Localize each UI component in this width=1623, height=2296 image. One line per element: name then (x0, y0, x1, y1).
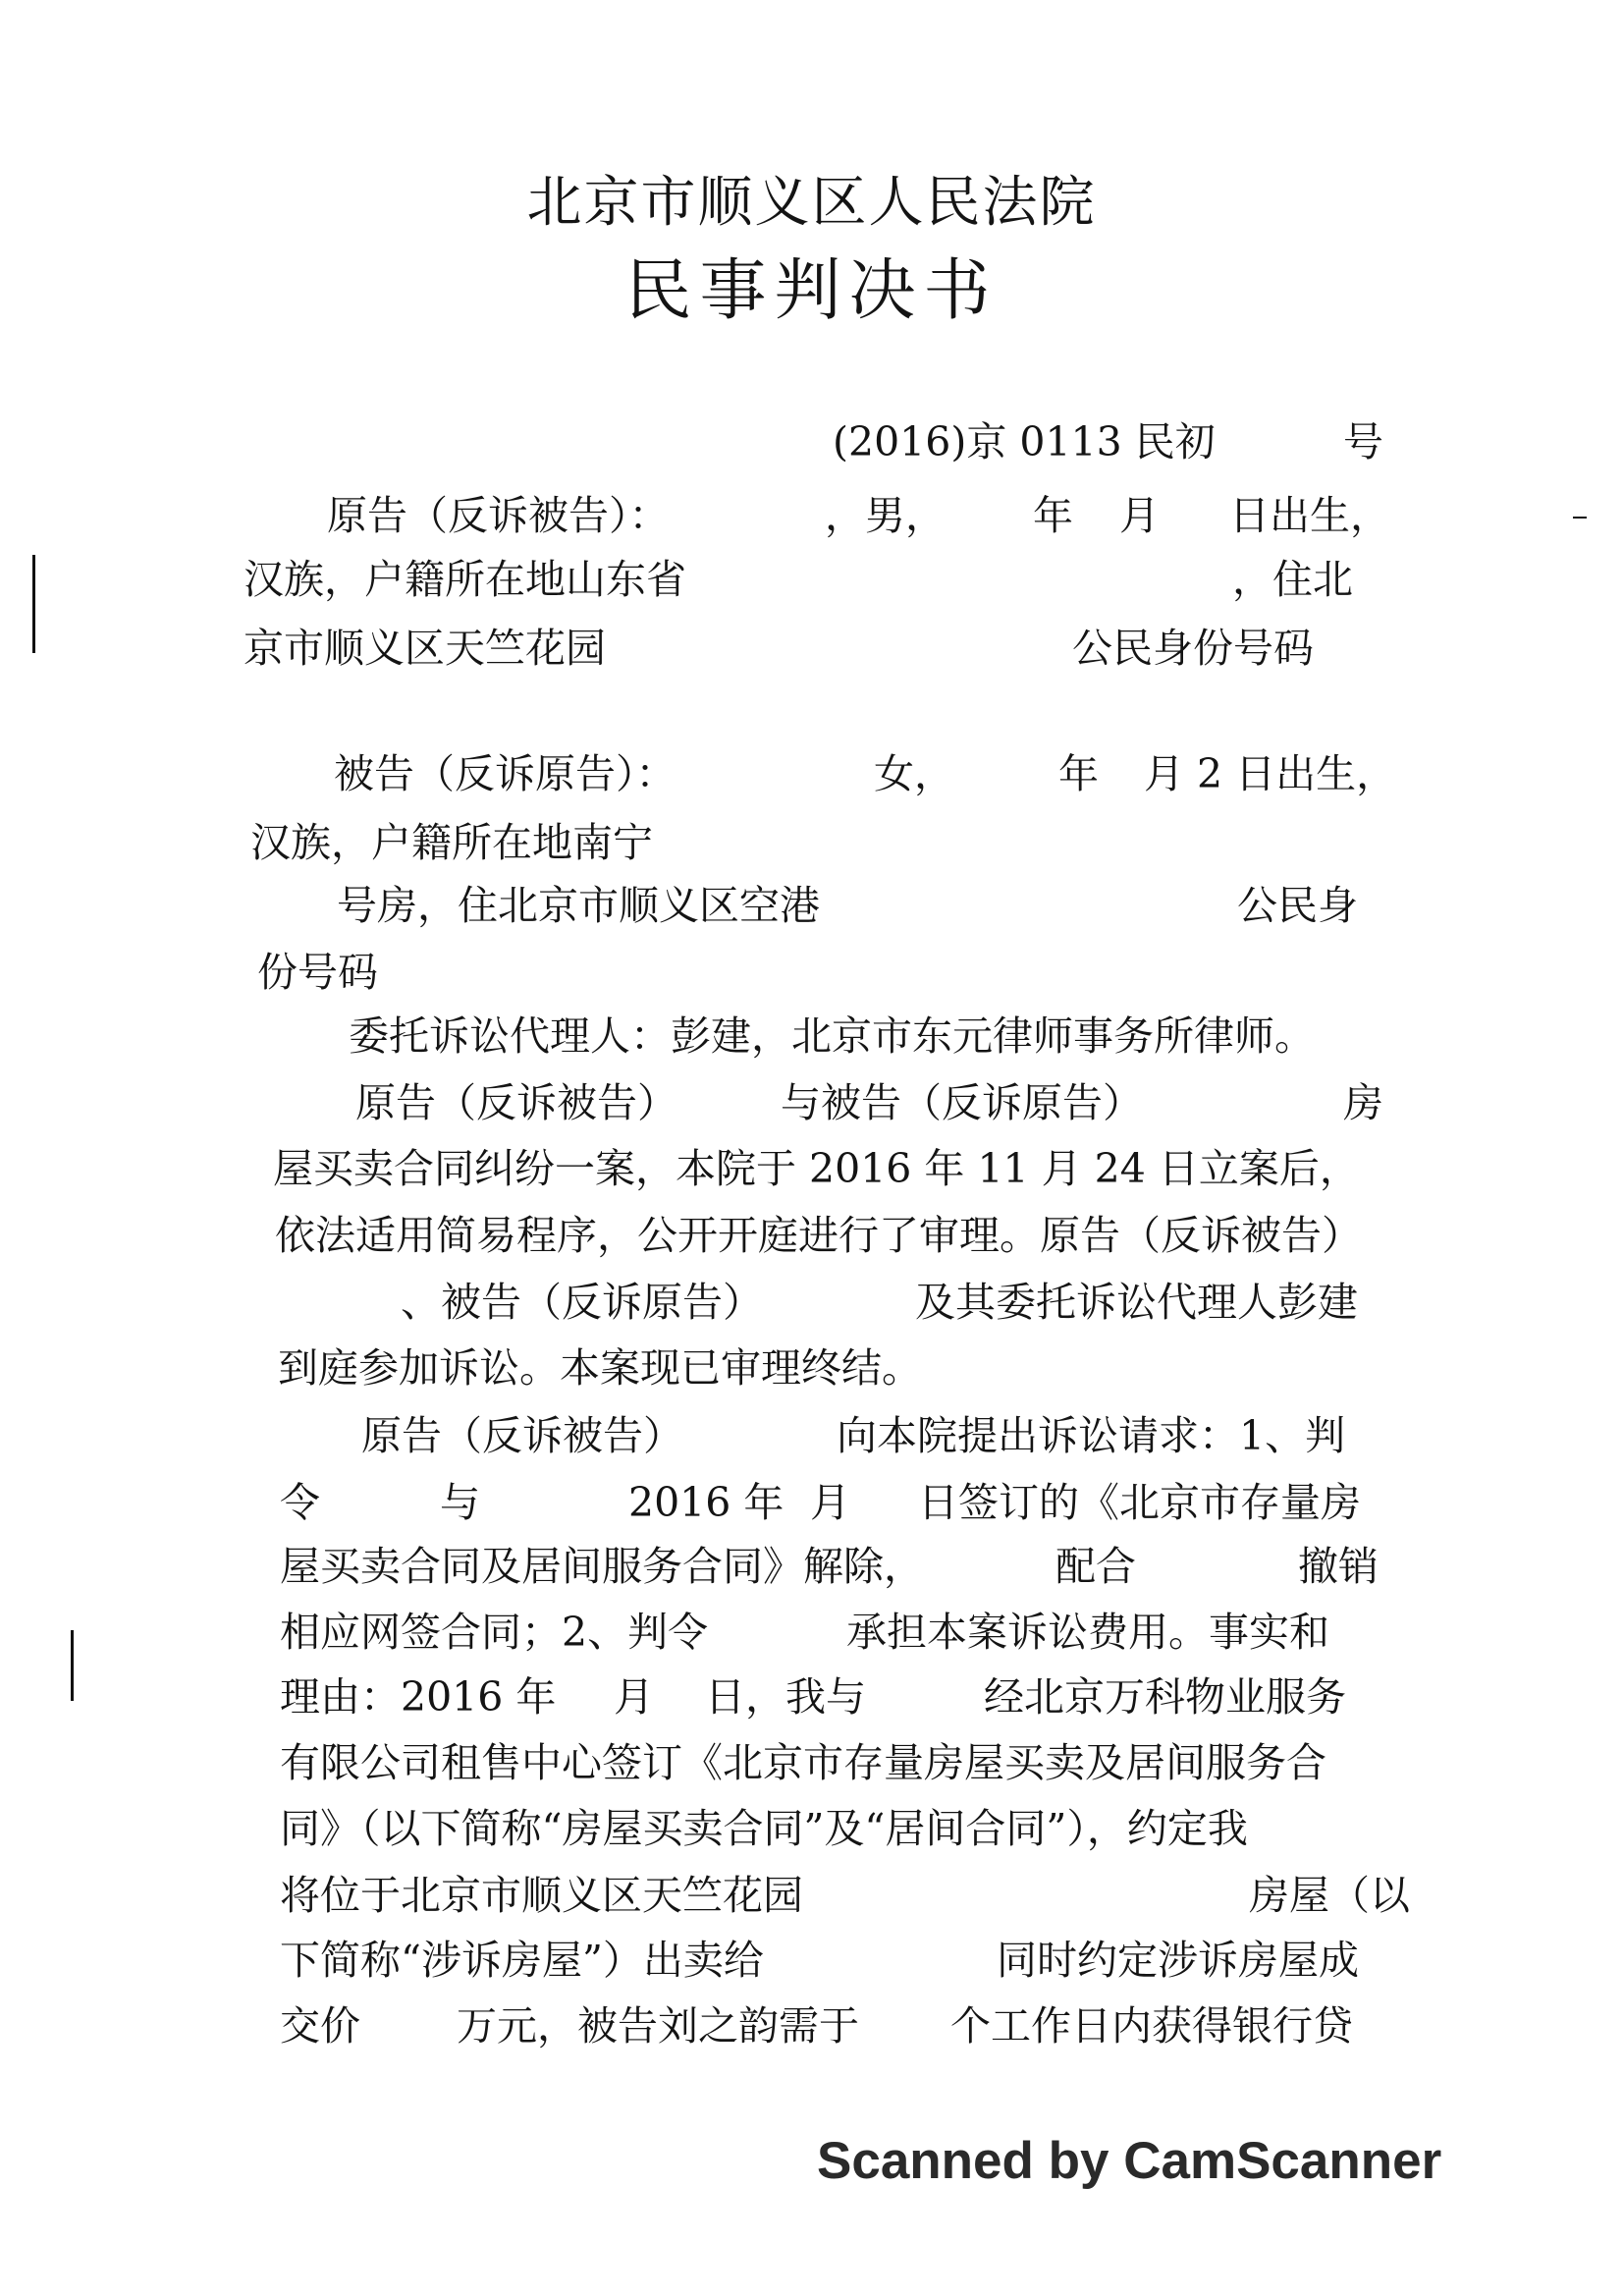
text-segment: 日，我与 (705, 1673, 866, 1721)
text-segment: 月 (1119, 492, 1160, 539)
text-segment: 万元，被告刘之韵需于 (457, 2002, 859, 2050)
text-segment: 房 (1343, 1079, 1383, 1126)
text-segment: 理由：2016 年 (280, 1673, 557, 1721)
text-segment: 原告（反诉被告） (355, 1079, 677, 1126)
scanner-watermark: Scanned by CamScanner (817, 2132, 1442, 2190)
text-segment: 日出生， (1229, 492, 1390, 539)
text-segment: 将位于北京市顺义区天竺花园 (280, 1872, 803, 1919)
document-type: 民事判决书 (624, 252, 999, 330)
scan-margin-mark (32, 555, 35, 653)
text-segment: 京市顺义区天竺花园 (243, 625, 606, 672)
text-segment: 向本院提出诉讼请求：1、判 (837, 1412, 1346, 1459)
text-segment: 年 (1058, 750, 1099, 797)
text-segment: 原告（反诉被告） (361, 1412, 683, 1459)
text-segment: 汉族，户籍所在地山东省 (243, 556, 686, 603)
text-segment: 女， (874, 750, 954, 797)
text-segment: 经北京万科物业服务 (984, 1673, 1346, 1721)
text-segment: 公民身 (1237, 882, 1358, 929)
text-segment: 2016 年 (628, 1479, 784, 1526)
case-number-prefix: (2016)京 0113 民初 (833, 418, 1216, 465)
court-name: 北京市顺义区人民法院 (526, 171, 1097, 235)
case-number-suffix: 号 (1343, 418, 1383, 465)
text-segment: 及其委托诉讼代理人彭建 (915, 1279, 1358, 1326)
text-segment: 、被告（反诉原告） (401, 1279, 763, 1326)
text-segment: 与被告（反诉原告） (781, 1079, 1143, 1126)
text-segment: 令 (280, 1479, 320, 1526)
text-segment: 份号码 (257, 949, 378, 996)
text-segment: 公民身份号码 (1072, 625, 1314, 672)
text-segment: ，住北 (1232, 556, 1353, 603)
text-segment: 撤销 (1298, 1543, 1379, 1590)
text-segment: 与 (440, 1479, 480, 1526)
text-segment: 承担本案诉讼费用。事实和 (846, 1609, 1329, 1656)
text-segment: 月 (614, 1673, 654, 1721)
scan-margin-mark (1573, 517, 1587, 519)
text-segment: 月 (810, 1479, 850, 1526)
text-segment: 原告（反诉被告）： (327, 492, 670, 539)
text-segment: 交价 (280, 2002, 360, 2050)
text-segment: 同时约定涉诉房屋成 (997, 1937, 1359, 1984)
text-segment: 月 2 日出生， (1144, 750, 1397, 797)
text-segment: 相应网签合同；2、判令 (280, 1609, 709, 1656)
text-segment: 委托诉讼代理人：彭建，北京市东元律师事务所律师。 (349, 1012, 1315, 1060)
text-segment: 配合 (1055, 1543, 1136, 1590)
text-segment: 同》（以下简称“房屋买卖合同”及“居间合同”），约定我 (280, 1805, 1248, 1852)
text-segment: 依法适用简易程序，公开开庭进行了审理。原告（反诉被告） (275, 1212, 1362, 1259)
text-segment: 日签订的《北京市存量房 (918, 1479, 1361, 1526)
text-segment: 有限公司租售中心签订《北京市存量房屋买卖及居间服务合 (280, 1739, 1326, 1786)
text-segment: 屋买卖合同及居间服务合同》解除， (280, 1543, 924, 1590)
text-segment: 房屋（以 (1249, 1872, 1410, 1919)
text-segment: 个工作日内获得银行贷 (950, 2002, 1353, 2050)
text-segment: 到庭参加诉讼。本案现已审理终结。 (278, 1344, 922, 1392)
text-segment: 号房，住北京市顺义区空港 (337, 882, 820, 929)
text-segment: 屋买卖合同纠纷一案，本院于 2016 年 11 月 24 日立案后， (273, 1145, 1360, 1192)
text-segment: 年 (1033, 492, 1073, 539)
text-segment: 下简称“涉诉房屋”）出卖给 (280, 1937, 764, 1984)
text-segment: ，男， (825, 492, 946, 539)
text-segment: 被告（反诉原告）： (334, 750, 676, 797)
text-segment: 汉族，户籍所在地南宁 (250, 819, 653, 866)
scan-margin-mark (71, 1630, 74, 1701)
